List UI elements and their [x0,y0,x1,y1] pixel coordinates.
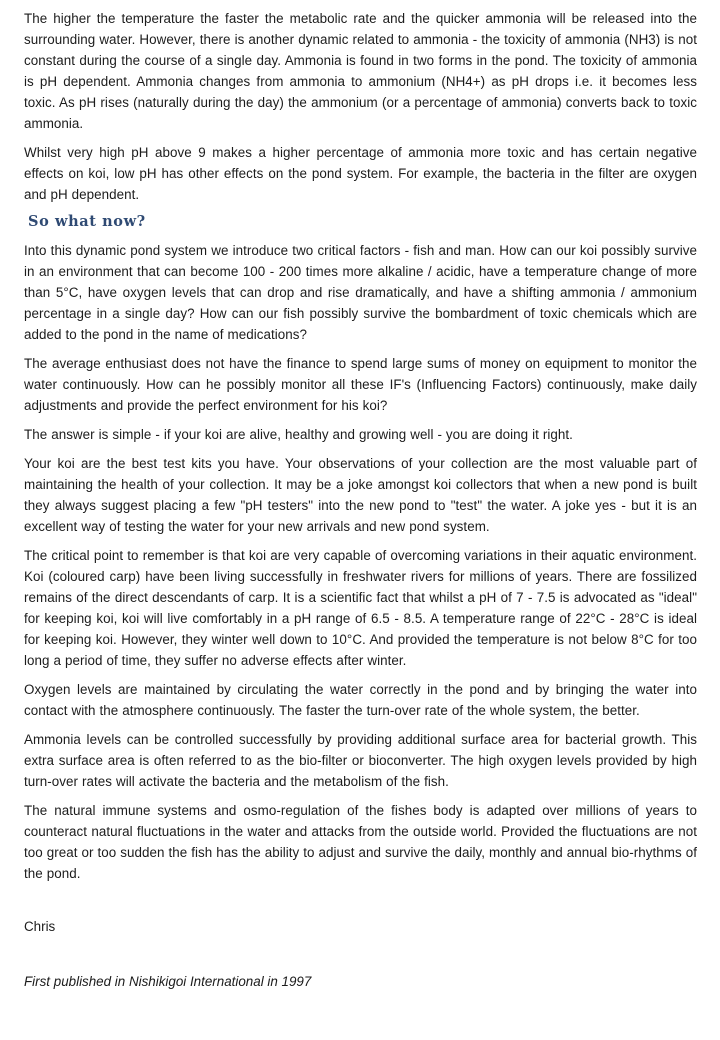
paragraph-high-ph-effects: Whilst very high pH above 9 makes a higher percentage of ammonia more toxic and has certain negative effects on koi, low pH has other effects on the pond system. For example, the bacteria in the filter are oxygen and pH dependent. [24,145,697,202]
paragraph-average-enthusiast: The average enthusiast does not have the finance to spend large sums of money on equipment to monitor the water continuously. How can he possibly monitor all these IF's (Influencing Factors) continuously, make daily adjustments and provide the perfect environment for his koi? [24,356,697,413]
paragraph-best-test-kits: Your koi are the best test kits you have. Your observations of your collection are the most valuable part of maintaining the health of your collection. It may be a joke amongst koi collectors that when a new pond is built they always suggest placing a few "pH testers" into the new pond to "test" the water. A joke yes - but it is an excellent way of testing the water for your new arrivals and new pond system. [24,456,697,534]
author-signature: Chris [24,919,56,934]
section-heading: So what now? [28,213,146,230]
paragraph-oxygen-levels: Oxygen levels are maintained by circulating the water correctly in the pond and by bringing the water into contact with the atmosphere continuously. The faster the turn-over rate of the whole system, the better. [24,682,697,718]
paragraph-fish-and-man: Into this dynamic pond system we introduce two critical factors - fish and man. How can our koi possibly survive in an environment that can become 100 - 200 times more alkaline / acidic, have a temperature change of more than 5°C, have oxygen levels that can drop and rise dramatically, and have a shifting ammonia / ammonium percentage in a single day? How can our fish possibly survive the bombardment of toxic chemicals which are added to the pond in the name of medications? [24,243,697,342]
paragraph-immune-systems: The natural immune systems and osmo-regulation of the fishes body is adapted over millions of years to counteract natural fluctuations in the water and attacks from the outside world. Provided the fluctuations are not too great or too sudden the fish has the ability to adjust and survive the daily, monthly and annual bio-rhythms of the pond. [24,803,697,881]
paragraph-ammonia-levels: Ammonia levels can be controlled successfully by providing additional surface area for bacterial growth. This extra surface area is often referred to as the bio-filter or bioconverter. The high oxygen levels provided by high turn-over rates will activate the bacteria and the metabolism of the fish. [24,732,697,789]
publication-note: First published in Nishikigoi International in 1997 [24,974,312,989]
paragraph-ammonia-toxicity: The higher the temperature the faster the metabolic rate and the quicker ammonia will be released into the surrounding water. However, there is another dynamic related to ammonia - the toxicity of ammonia (NH3) is not constant during the course of a single day. Ammonia is found in two forms in the pond. The toxicity of ammonia is pH dependent. Ammonia changes from ammonia to ammonium (NH4+) as pH drops i.e. it becomes less toxic. As pH rises (naturally during the day) the ammonium (or a percentage of ammonia) converts back to toxic ammonia. [24,11,697,131]
paragraph-critical-point: The critical point to remember is that koi are very capable of overcoming variations in their aquatic environment. Koi (coloured carp) have been living successfully in freshwater rivers for millions of years. There are fossilized remains of the direct descendants of carp. It is a scientific fact that whilst a pH of 7 - 7.5 is advocated as "ideal" for keeping koi, koi will live comfortably in a pH range of 6.5 - 8.5. A temperature range of 22°C - 28°C is ideal for keeping koi. However, they winter well down to 10°C. And provided the temperature is not below 8°C for too long a period of time, they suffer no adverse effects after winter. [24,548,697,668]
document-page [24,8,697,992]
paragraph-simple-answer: The answer is simple - if your koi are alive, healthy and growing well - you are doing it right. [24,427,573,442]
